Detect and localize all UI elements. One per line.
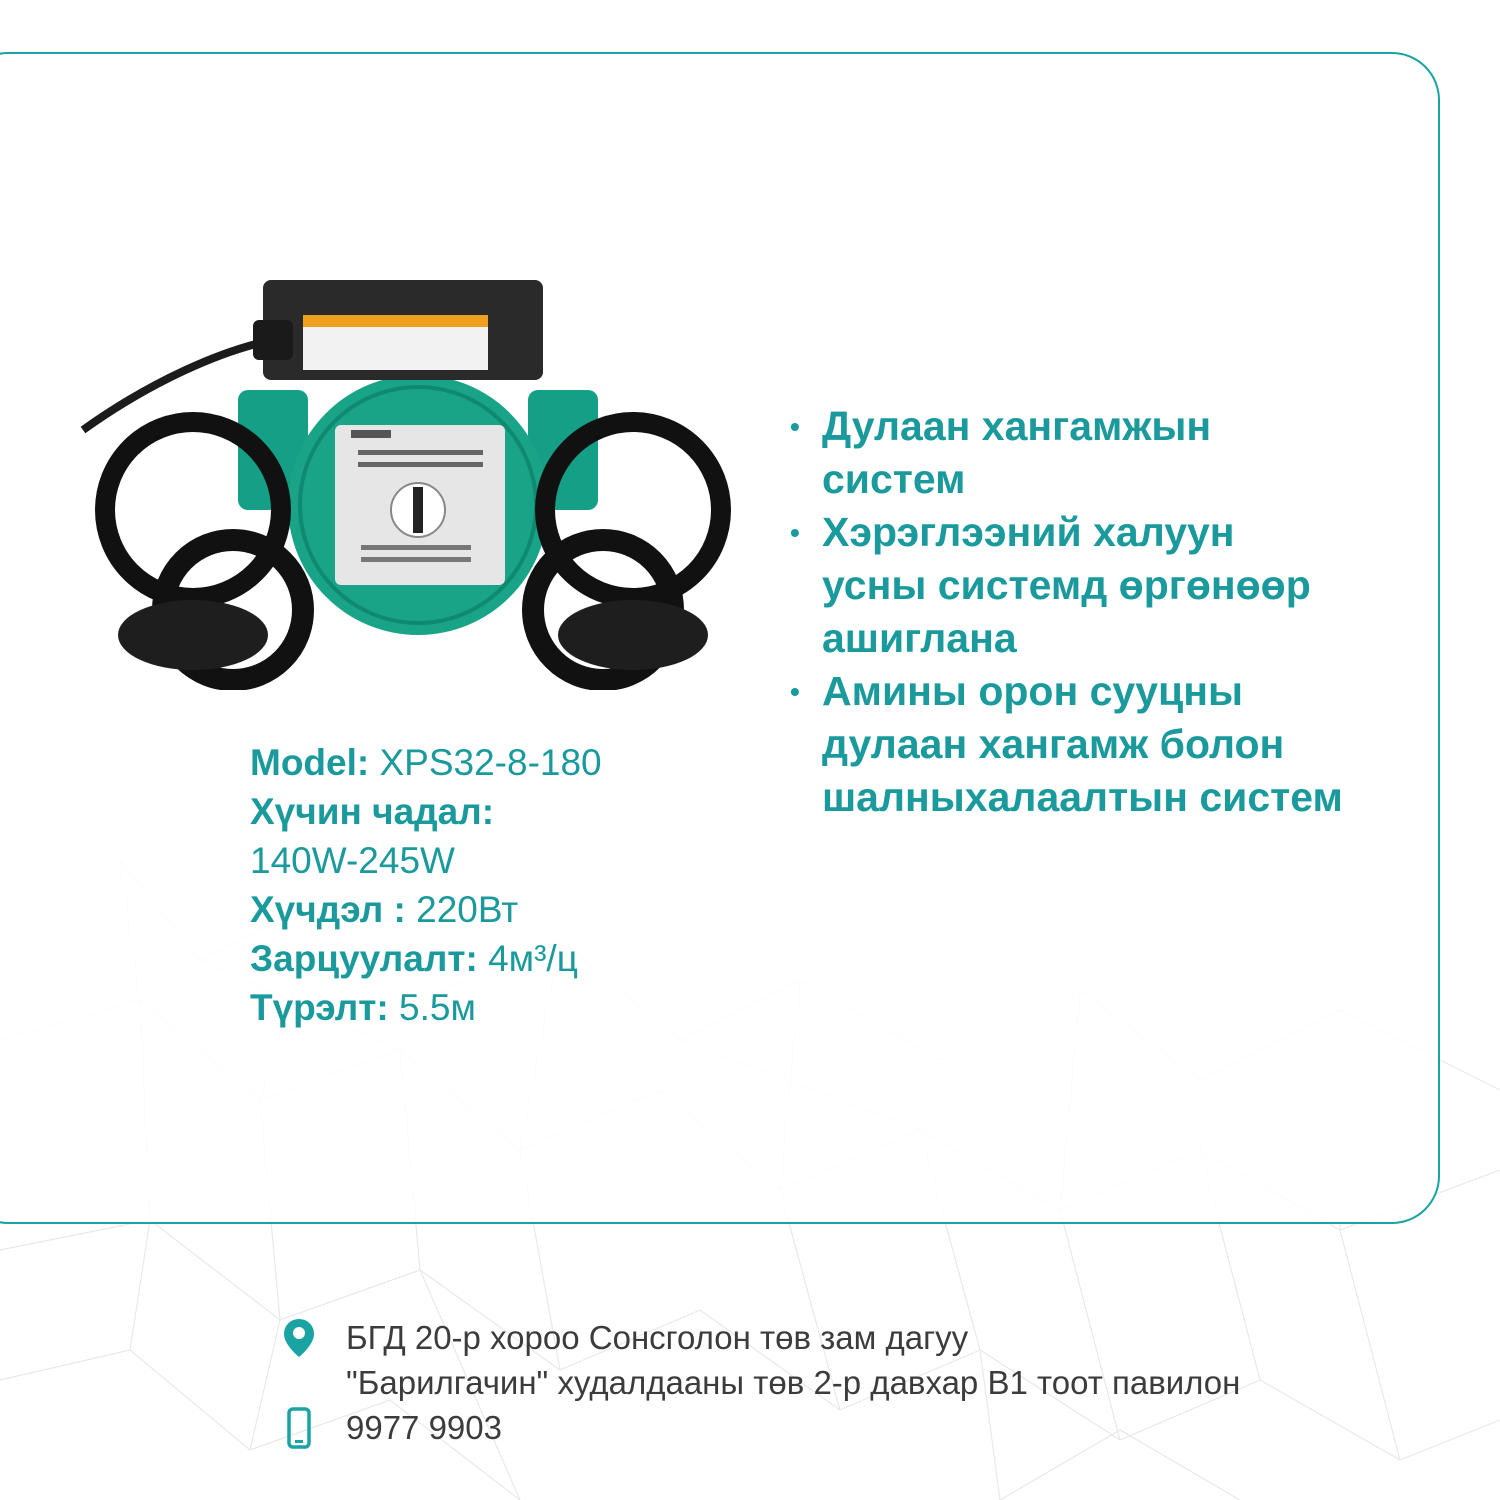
phone-number[interactable]: 9977 9903 [346,1409,502,1446]
contact-info [282,1315,1240,1450]
pump-product-image [73,260,745,690]
phone [282,1405,1240,1450]
spec-list [250,738,710,1032]
feature-list [790,400,1440,824]
bullet-icon: • [790,676,800,707]
map-pin-icon [282,1317,316,1359]
bullet-icon: • [790,411,800,442]
address: БГД 20-р хороо Сонсголон төв зам дагуу "Барилгачин" худалдааны төв 2-р давхар B1 тоот павилон [282,1315,1240,1405]
spec-model: Model: XPS32-8-180 [250,742,602,783]
bullet-icon: • [790,517,800,548]
spec-power-value: 140W-245W [250,840,455,881]
feature-item: • Дулаан хангамжын систем [790,400,1440,506]
mobile-phone-icon [282,1407,316,1449]
spec-power-label: Хүчин чадал: [250,791,495,832]
spec-head: Түрэлт: 5.5м [250,987,476,1028]
feature-item: • Хэрэглээний халуун усны системд өргөнөөр ашиглана [790,506,1440,665]
spec-flow: Зарцуулалт: 4м³/ц [250,938,578,979]
feature-item: • Амины орон сууцны дулаан хангамж болон шалныхалаалтын систем [790,665,1440,824]
spec-voltage: Хүчдэл : 220Вт [250,889,519,930]
